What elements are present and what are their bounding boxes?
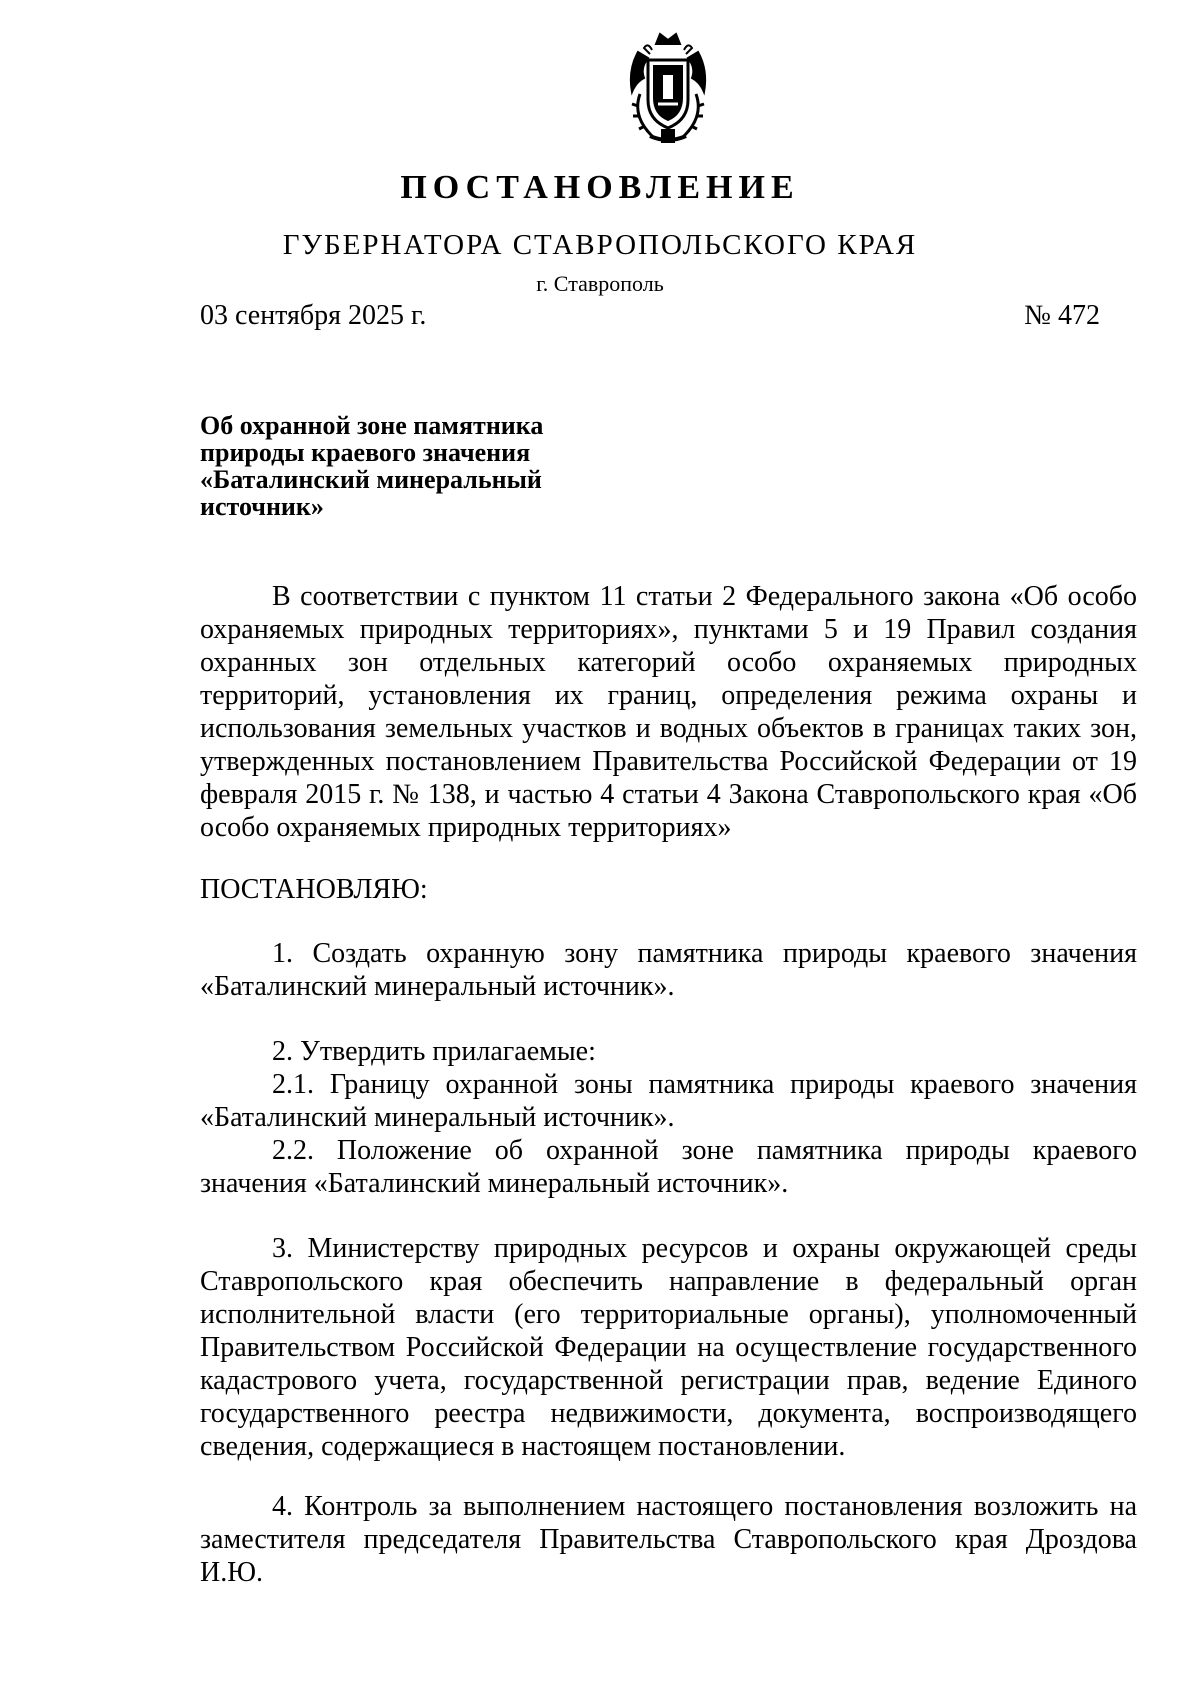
decree-heading <box>200 873 1137 906</box>
decree-text: ПОСТАНОВЛЯЮ: <box>200 874 428 905</box>
item-1-paragraph <box>200 937 1137 1003</box>
preamble-text: В соответствии с пунктом 11 статьи 2 Федерального закона «Об особо охраняемых природных территориях», пунктами 5 и 19 Правил создания охранных зон отдельных категорий особо охраняемых природных территорий, установления их границ, определения режима охраны и использования земельных участков и водных объектов в границах таких зон, утвержденных постановлением Правительства Российской Федерации от 19 февраля 2015 г. № 138, и частью 4 статьи 4 Закона Ставропольского края «Об особо охраняемых природных территориях» <box>200 581 1137 843</box>
document-subject <box>200 412 620 520</box>
item-2-2-text: 2.2. Положение об охранной зоне памятника природы краевого значения «Баталинский минеральный источник». <box>200 1135 1137 1199</box>
item-4-text: 4. Контроль за выполнением настоящего постановления возложить на заместителя председателя Правительства Ставропольского края Дроздова И.Ю. <box>200 1491 1137 1588</box>
subject-line: Об охранной зоне памятника <box>200 411 544 440</box>
issuer-title: ГУБЕРНАТОРА СТАВРОПОЛЬСКОГО КРАЯ <box>282 229 918 261</box>
subject-line: «Баталинский минеральный <box>200 465 542 494</box>
city-label: г. Ставрополь <box>536 271 664 296</box>
document-date: 03 сентября 2025 г. <box>200 300 427 331</box>
document-type-title: ПОСТАНОВЛЕНИЕ <box>400 169 800 206</box>
item-3-paragraph <box>200 1232 1137 1463</box>
document-number: № 472 <box>1024 300 1100 331</box>
subject-line: природы краевого значения <box>200 438 531 467</box>
item-1-text: 1. Создать охранную зону памятника природы краевого значения «Баталинский минеральный источник». <box>200 938 1137 1002</box>
item-4-paragraph <box>200 1490 1137 1589</box>
subject-line: источник» <box>200 492 324 521</box>
item-2-1-text: 2.1. Границу охранной зоны памятника природы краевого значения «Баталинский минеральный источник». <box>200 1069 1137 1133</box>
item-2-paragraph <box>200 1035 1137 1200</box>
coat-of-arms-icon <box>618 30 718 148</box>
item-2-text: 2. Утвердить прилагаемые: <box>272 1036 596 1067</box>
preamble-paragraph <box>200 580 1137 844</box>
item-3-text: 3. Министерству природных ресурсов и охраны окружающей среды Ставропольского края обеспечить направление в федеральный орган исполнительной власти (его территориальные органы), уполномоченный Правительством Российской Федерации на осуществление государственного кадастрового учета, государственной регистрации прав, ведение Единого государственного реестра недвижимости, документа, воспроизводящего сведения, содержащиеся в настоящем постановлении. <box>200 1233 1137 1462</box>
